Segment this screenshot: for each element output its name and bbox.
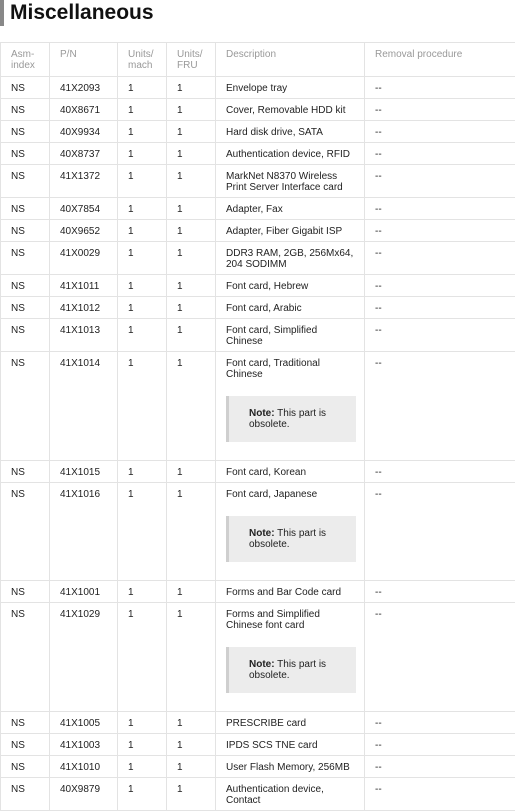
cell-asm-index: NS	[1, 143, 50, 165]
cell-part-number: 41X2093	[50, 77, 118, 99]
cell-units-fru: 1	[167, 581, 216, 603]
cell-part-number: 41X1010	[50, 756, 118, 778]
cell-units-mach: 1	[118, 581, 167, 603]
cell-asm-index: NS	[1, 121, 50, 143]
cell-description	[216, 242, 365, 275]
table-row	[1, 461, 515, 483]
cell-units-mach: 1	[118, 242, 167, 275]
cell-units-mach: 1	[118, 99, 167, 121]
cell-asm-index: NS	[1, 756, 50, 778]
cell-removal-procedure: --	[365, 121, 515, 143]
cell-description	[216, 99, 365, 121]
description-text: Font card, Simplified Chinese	[226, 325, 356, 347]
table-row	[1, 352, 515, 461]
cell-units-mach: 1	[118, 483, 167, 581]
cell-units-fru: 1	[167, 99, 216, 121]
cell-units-mach: 1	[118, 756, 167, 778]
cell-part-number: 41X1012	[50, 297, 118, 319]
description-text: Font card, Korean	[226, 467, 356, 478]
table-header	[1, 43, 515, 77]
cell-asm-index: NS	[1, 712, 50, 734]
cell-part-number: 41X1016	[50, 483, 118, 581]
table-row	[1, 603, 515, 712]
cell-units-mach: 1	[118, 275, 167, 297]
cell-part-number: 40X9934	[50, 121, 118, 143]
cell-removal-procedure: --	[365, 603, 515, 712]
cell-removal-procedure: --	[365, 352, 515, 461]
cell-asm-index: NS	[1, 165, 50, 198]
description-text: Font card, Traditional Chinese	[226, 358, 356, 380]
cell-units-mach: 1	[118, 297, 167, 319]
table-row	[1, 712, 515, 734]
cell-units-fru: 1	[167, 603, 216, 712]
cell-part-number: 41X1003	[50, 734, 118, 756]
cell-units-mach: 1	[118, 77, 167, 99]
cell-units-mach: 1	[118, 143, 167, 165]
cell-description	[216, 275, 365, 297]
description-text: Font card, Arabic	[226, 303, 356, 314]
table-row	[1, 198, 515, 220]
table-body	[1, 77, 515, 811]
table-row	[1, 77, 515, 99]
header-units-fru: Units/ FRU	[167, 43, 216, 77]
cell-removal-procedure: --	[365, 734, 515, 756]
cell-units-fru: 1	[167, 734, 216, 756]
table-row	[1, 121, 515, 143]
cell-removal-procedure: --	[365, 581, 515, 603]
cell-description	[216, 77, 365, 99]
cell-description	[216, 461, 365, 483]
cell-description	[216, 483, 365, 581]
cell-asm-index: NS	[1, 297, 50, 319]
cell-asm-index: NS	[1, 77, 50, 99]
cell-units-fru: 1	[167, 319, 216, 352]
cell-description	[216, 352, 365, 461]
cell-removal-procedure: --	[365, 220, 515, 242]
cell-description	[216, 778, 365, 811]
cell-asm-index: NS	[1, 734, 50, 756]
cell-part-number: 40X8671	[50, 99, 118, 121]
cell-units-mach: 1	[118, 461, 167, 483]
cell-asm-index: NS	[1, 99, 50, 121]
cell-asm-index: NS	[1, 242, 50, 275]
cell-description	[216, 581, 365, 603]
description-text: Envelope tray	[226, 83, 356, 94]
cell-part-number: 41X1005	[50, 712, 118, 734]
table-row	[1, 756, 515, 778]
obsolete-note	[226, 647, 356, 693]
note-label: Note:	[249, 528, 275, 539]
table-row	[1, 220, 515, 242]
cell-part-number: 41X0029	[50, 242, 118, 275]
cell-removal-procedure: --	[365, 275, 515, 297]
table-row	[1, 99, 515, 121]
cell-units-mach: 1	[118, 220, 167, 242]
description-text: Forms and Bar Code card	[226, 587, 356, 598]
table-row	[1, 483, 515, 581]
table-row	[1, 319, 515, 352]
description-text: User Flash Memory, 256MB	[226, 762, 356, 773]
table-row	[1, 143, 515, 165]
header-row	[1, 43, 515, 77]
cell-units-mach: 1	[118, 121, 167, 143]
cell-removal-procedure: --	[365, 99, 515, 121]
header-pn: P/N	[50, 43, 118, 77]
description-text: Adapter, Fax	[226, 204, 356, 215]
obsolete-note	[226, 396, 356, 442]
description-text: Authentication device, RFID	[226, 149, 356, 160]
cell-description	[216, 319, 365, 352]
description-text: Font card, Japanese	[226, 489, 356, 500]
note-label: Note:	[249, 408, 275, 419]
note-text: This part is obsolete.	[249, 408, 326, 430]
cell-description	[216, 143, 365, 165]
description-text: Font card, Hebrew	[226, 281, 356, 292]
cell-units-fru: 1	[167, 121, 216, 143]
cell-removal-procedure: --	[365, 778, 515, 811]
cell-part-number: 41X1372	[50, 165, 118, 198]
cell-part-number: 40X7854	[50, 198, 118, 220]
cell-removal-procedure: --	[365, 198, 515, 220]
cell-description	[216, 297, 365, 319]
cell-removal-procedure: --	[365, 461, 515, 483]
cell-removal-procedure: --	[365, 242, 515, 275]
cell-units-fru: 1	[167, 352, 216, 461]
cell-part-number: 41X1011	[50, 275, 118, 297]
cell-part-number: 41X1001	[50, 581, 118, 603]
cell-description	[216, 220, 365, 242]
cell-units-fru: 1	[167, 461, 216, 483]
cell-units-mach: 1	[118, 319, 167, 352]
table-row	[1, 275, 515, 297]
cell-description	[216, 712, 365, 734]
cell-removal-procedure: --	[365, 712, 515, 734]
description-text: Authentication device, Contact	[226, 784, 356, 806]
note-label: Note:	[249, 659, 275, 670]
cell-removal-procedure: --	[365, 319, 515, 352]
cell-removal-procedure: --	[365, 143, 515, 165]
description-text: DDR3 RAM, 2GB, 256Mx64, 204 SODIMM	[226, 248, 356, 270]
cell-units-mach: 1	[118, 352, 167, 461]
note-text: This part is obsolete.	[249, 659, 326, 681]
description-text: Cover, Removable HDD kit	[226, 105, 356, 116]
cell-asm-index: NS	[1, 483, 50, 581]
cell-part-number: 40X9652	[50, 220, 118, 242]
cell-removal-procedure: --	[365, 165, 515, 198]
cell-units-mach: 1	[118, 712, 167, 734]
cell-units-mach: 1	[118, 198, 167, 220]
cell-units-fru: 1	[167, 165, 216, 198]
description-text: PRESCRIBE card	[226, 718, 356, 729]
table-row	[1, 778, 515, 811]
cell-description	[216, 756, 365, 778]
note-text: This part is obsolete.	[249, 528, 326, 550]
cell-description	[216, 734, 365, 756]
cell-asm-index: NS	[1, 778, 50, 811]
cell-asm-index: NS	[1, 220, 50, 242]
description-text: IPDS SCS TNE card	[226, 740, 356, 751]
cell-units-fru: 1	[167, 198, 216, 220]
cell-part-number: 40X8737	[50, 143, 118, 165]
header-asm-index: Asm- index	[1, 43, 50, 77]
cell-removal-procedure: --	[365, 756, 515, 778]
cell-units-mach: 1	[118, 603, 167, 712]
table-row	[1, 734, 515, 756]
description-text: Adapter, Fiber Gigabit ISP	[226, 226, 356, 237]
cell-part-number: 41X1029	[50, 603, 118, 712]
cell-units-fru: 1	[167, 275, 216, 297]
cell-asm-index: NS	[1, 319, 50, 352]
cell-part-number: 41X1014	[50, 352, 118, 461]
cell-asm-index: NS	[1, 581, 50, 603]
cell-asm-index: NS	[1, 352, 50, 461]
cell-units-fru: 1	[167, 297, 216, 319]
cell-units-fru: 1	[167, 220, 216, 242]
table-row	[1, 242, 515, 275]
cell-units-fru: 1	[167, 756, 216, 778]
cell-asm-index: NS	[1, 603, 50, 712]
page-title: Miscellaneous	[0, 0, 515, 26]
cell-description	[216, 603, 365, 712]
cell-part-number: 41X1015	[50, 461, 118, 483]
obsolete-note	[226, 516, 356, 562]
table-row	[1, 165, 515, 198]
parts-table	[0, 42, 515, 811]
cell-removal-procedure: --	[365, 297, 515, 319]
header-removal-procedure: Removal procedure	[365, 43, 515, 77]
cell-description	[216, 198, 365, 220]
cell-part-number: 41X1013	[50, 319, 118, 352]
cell-units-fru: 1	[167, 143, 216, 165]
description-text: Hard disk drive, SATA	[226, 127, 356, 138]
cell-units-mach: 1	[118, 165, 167, 198]
cell-units-fru: 1	[167, 77, 216, 99]
cell-units-fru: 1	[167, 242, 216, 275]
table-row	[1, 581, 515, 603]
cell-units-mach: 1	[118, 778, 167, 811]
cell-units-fru: 1	[167, 712, 216, 734]
cell-description	[216, 165, 365, 198]
cell-asm-index: NS	[1, 275, 50, 297]
description-text: Forms and Simplified Chinese font card	[226, 609, 356, 631]
cell-units-fru: 1	[167, 778, 216, 811]
cell-part-number: 40X9879	[50, 778, 118, 811]
cell-removal-procedure: --	[365, 483, 515, 581]
header-units-mach: Units/ mach	[118, 43, 167, 77]
table-row	[1, 297, 515, 319]
cell-description	[216, 121, 365, 143]
cell-units-fru: 1	[167, 483, 216, 581]
description-text: MarkNet N8370 Wireless Print Server Interface card	[226, 171, 356, 193]
cell-asm-index: NS	[1, 461, 50, 483]
cell-units-mach: 1	[118, 734, 167, 756]
cell-removal-procedure: --	[365, 77, 515, 99]
cell-asm-index: NS	[1, 198, 50, 220]
header-description: Description	[216, 43, 365, 77]
